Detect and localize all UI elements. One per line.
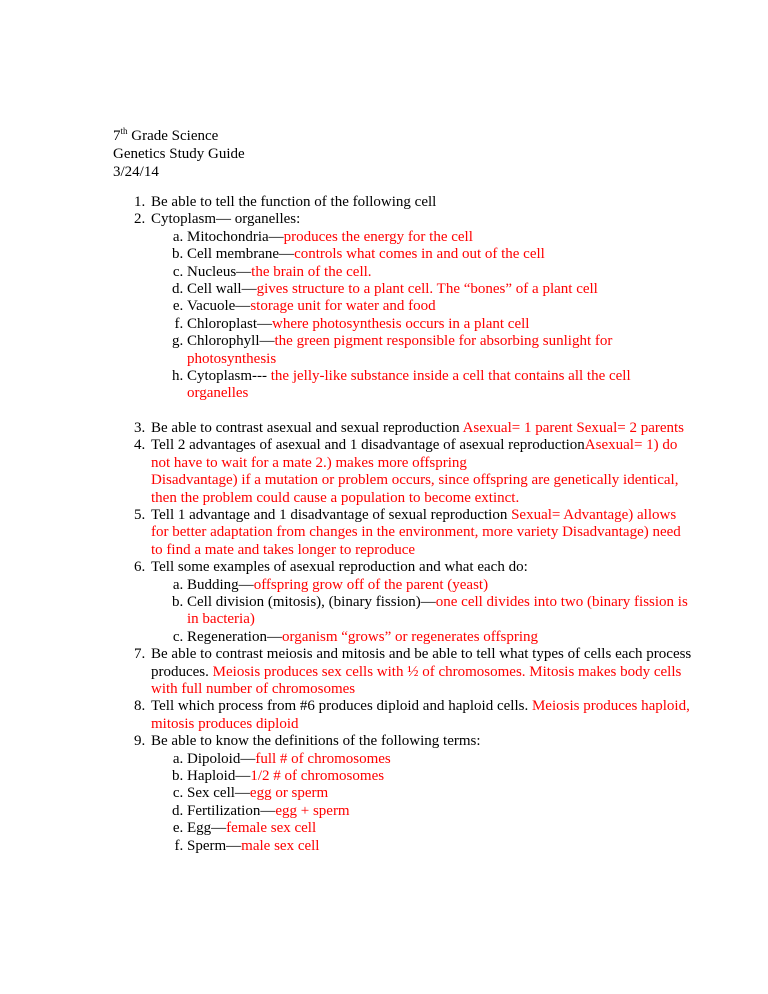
- sub-item: b. Cell division (mitosis), (binary fission)—one cell divides into two (binary fission is in bacteria): [187, 594, 694, 629]
- question-item: 8. Tell which process from #6 produces diploid and haploid cells. Meiosis produces haploid, mitosis produces diploid: [149, 698, 694, 733]
- sub-item: f. Chloroplast—where photosynthesis occurs in a plant cell: [187, 316, 694, 333]
- sub-item: b. Haploid—1/2 # of chromosomes: [187, 768, 694, 785]
- question-item: 7. Be able to contrast meiosis and mitosis and be able to tell what types of cells each process produces. Meiosis produces sex cells with ½ of chromosomes. Mitosis makes body cells with full number of chromosomes: [149, 646, 694, 698]
- sub-item: e. Vacuole—storage unit for water and food: [187, 298, 694, 315]
- question-item: 3. Be able to contrast asexual and sexual reproduction Asexual= 1 parent Sexual= 2 parents: [149, 420, 694, 437]
- document-date: 3/24/14: [113, 164, 159, 180]
- question-item: 4. Tell 2 advantages of asexual and 1 disadvantage of asexual reproductionAsexual= 1) do not have to wait for a mate 2.) makes more offspring Disadvantage) if a mutation or problem occurs, since offspring are genetically identical, then the problem could cause a population to become extinct.: [149, 437, 694, 507]
- sub-item: e. Egg—female sex cell: [187, 820, 694, 837]
- sub-item: f. Sperm—male sex cell: [187, 838, 694, 855]
- question-item: 5. Tell 1 advantage and 1 disadvantage of sexual reproduction Sexual= Advantage) allows for better adaptation from changes in the environment, more variety Disadvantage) need to find a mate and takes longer to reproduce: [149, 507, 694, 559]
- sub-item: h. Cytoplasm--- the jelly-like substance inside a cell that contains all the cell organelles: [187, 368, 694, 403]
- document-header: [113, 127, 245, 181]
- sub-item: c. Nucleus—the brain of the cell.: [187, 264, 694, 281]
- sub-item: a. Mitochondria—produces the energy for the cell: [187, 229, 694, 246]
- sub-item: g. Chlorophyll—the green pigment responsible for absorbing sunlight for photosynthesis: [187, 333, 694, 368]
- sub-item: c. Regeneration—organism “grows” or regenerates offspring: [187, 629, 694, 646]
- question-item: 9. Be able to know the definitions of the following terms: a. Dipoloid—full # of chromosomes b. Haploid—1/2 # of chromosomes c. Sex cell—egg or sperm d. Fertilization—egg + sperm e. Egg—female sex cell f. Sperm—male sex cell: [149, 733, 694, 855]
- sub-item: a. Budding—offspring grow off of the parent (yeast): [187, 577, 694, 594]
- sub-item: a. Dipoloid—full # of chromosomes: [187, 751, 694, 768]
- document-title: Genetics Study Guide: [113, 146, 245, 162]
- sub-item: b. Cell membrane—controls what comes in and out of the cell: [187, 246, 694, 263]
- sub-item: d. Cell wall—gives structure to a plant cell. The “bones” of a plant cell: [187, 281, 694, 298]
- question-list: [113, 194, 694, 855]
- sub-list: [151, 751, 694, 855]
- sub-list: [151, 229, 694, 403]
- sub-item: d. Fertilization—egg + sperm: [187, 803, 694, 820]
- sub-item: c. Sex cell—egg or sperm: [187, 785, 694, 802]
- sub-list: [151, 577, 694, 647]
- question-item: 1. Be able to tell the function of the following cell: [149, 194, 694, 211]
- course-line: 7th Grade Science: [113, 126, 219, 144]
- question-item: 2. Cytoplasm— organelles: a. Mitochondria—produces the energy for the cell b. Cell membrane—controls what comes in and out of the cell c. Nucleus—the brain of the cell. d. Cell wall—gives structure to a plant cell. The “bones” of a plant cell e. Vacuole—storage unit for water and food f. Chloroplast—where photosynthesis occurs in a plant cell g. Chlorophyll—the green pigment responsible for absorbing sunlight for photosynthesis h. Cytoplasm--- the jelly-like substance inside a cell that contains all the cell organelles: [149, 211, 694, 402]
- question-item: 6. Tell some examples of asexual reproduction and what each do: a. Budding—offspring grow off of the parent (yeast) b. Cell division (mitosis), (binary fission)—one cell divides into two (binary fission is in bacteria) c. Regeneration—organism “grows” or regenerates offspring: [149, 559, 694, 646]
